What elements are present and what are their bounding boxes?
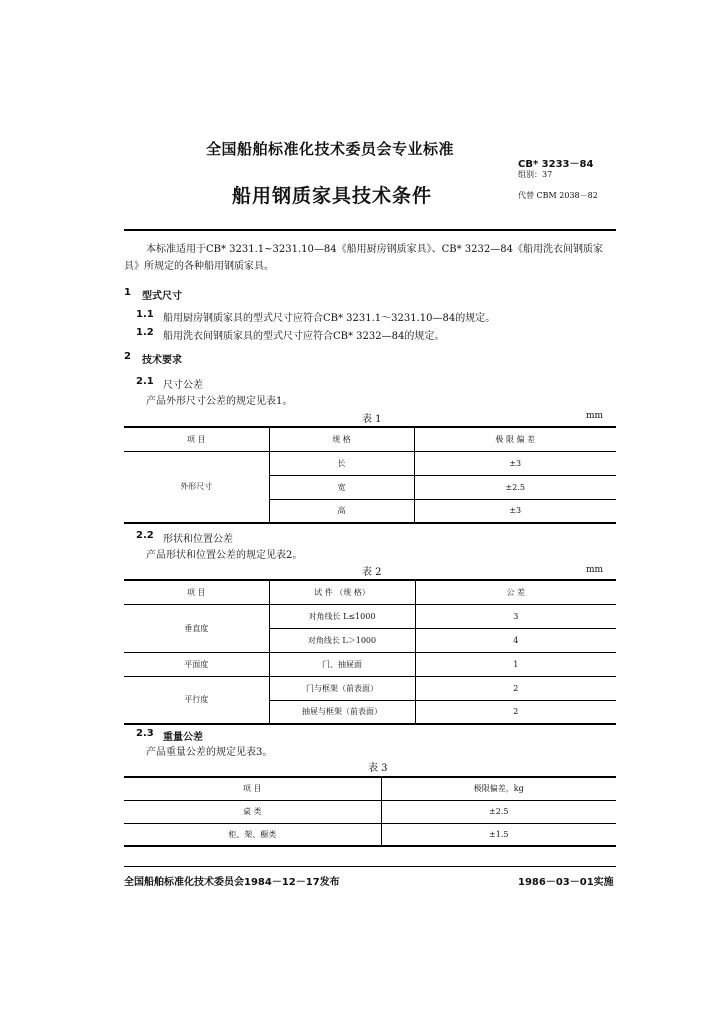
table2-header-row [124,580,616,604]
table1-value-cell: ±2.5 [505,482,525,492]
table2-header-specimen: 试 件 （规 格） [269,580,415,604]
table2-spec-cell: 门与框架（前表面） [269,676,415,700]
sec2-title: 技术要求 [142,355,182,366]
table3-item-cell: 柜、架、橱类 [124,823,381,846]
table-row [124,800,616,823]
table1 [124,426,616,524]
sec2-1-title: 尺寸公差 [163,380,203,391]
sec2-3-title: 重量公差 [163,732,203,743]
table1-spec-cell: 宽 [269,475,414,499]
table2-value-cell: 2 [513,683,519,693]
table2-header-tolerance: 公 差 [506,587,526,597]
table1-spec-cell: 长 [269,451,414,475]
table3-header-row [124,777,616,800]
table1-header-deviation: 极 限 偏 差 [495,434,536,444]
table3-value-cell: ±1.5 [489,829,509,839]
sec2-number: 2 [124,351,131,362]
table1-item-cell: 外形尺寸 [124,451,269,523]
table2-spec-cell: 对角线长 L≤1000 [269,604,415,628]
table-row [124,652,616,676]
footer-rule [124,866,616,867]
header-rule [124,229,616,231]
table-row [124,823,616,846]
table1-header-item: 项 目 [124,427,269,451]
table2-value-cell: 4 [513,635,519,645]
table1-header-spec: 规 格 [269,427,414,451]
table2-spec-cell: 门、抽屉面 [269,652,415,676]
effective-date: 1986－03－01实施 [518,877,614,888]
table2-value-cell: 2 [513,707,519,717]
table3-value-cell: ±2.5 [489,807,509,816]
table2-value-cell: 3 [513,611,519,621]
standard-number: CB* 3233－84 [518,159,594,170]
table2-parallelism-cell: 平行度 [124,676,269,724]
sec1-item1-number: 1.1 [136,309,154,320]
table1-caption: 表 1 [362,414,382,425]
table-row [124,451,616,475]
table1-unit: mm [586,411,604,421]
issue-date: 全国船舶标准化技术委员会1984－12－17发布 [124,877,340,888]
table2-spec-cell: 抽屉与框架（前表面） [269,700,415,724]
table3-header-item: 项 目 [124,777,381,800]
table3-item-cell: 桌 类 [124,800,381,823]
sec2-1-text: 产品外形尺寸公差的规定见表1。 [146,396,293,407]
sec2-3-number: 2.3 [136,728,154,739]
table1-value-cell: ±3 [509,458,522,468]
table2-perpendicularity-cell: 垂直度 [124,604,269,652]
table2 [124,579,616,725]
table2-caption: 表 2 [362,567,382,578]
table3 [124,776,616,847]
table2-flatness-cell: 平面度 [124,652,269,676]
intro-paragraph: 本标准适用于CB* 3231.1~3231.10—84《船用厨房钢质家具》、CB* 3232—84《船用洗衣间钢质家具》所规定的各种船用钢质家具。 [124,244,603,272]
table2-header-item: 项 目 [124,580,269,604]
sec2-2-title: 形状和位置公差 [163,534,233,545]
sec2-2-number: 2.2 [136,530,154,541]
sec2-3-text: 产品重量公差的规定见表3。 [146,747,273,758]
table-row [124,676,616,700]
table2-value-cell: 1 [513,659,519,669]
table1-value-cell: ±3 [509,506,522,516]
sec1-number: 1 [124,287,131,298]
table2-spec-cell: 对角线长 L＞1000 [269,628,415,652]
sec1-title: 型式尺寸 [142,291,182,302]
sec2-1-number: 2.1 [136,376,154,387]
table3-caption: 表 3 [368,763,388,774]
sec2-2-text: 产品形状和位置公差的规定见表2。 [146,550,303,561]
sec1-item2-number: 1.2 [136,327,154,338]
table2-unit: mm [586,565,604,575]
group-number: 组别：37 [518,170,553,179]
table1-spec-cell: 高 [269,499,414,523]
table3-header-deviation: 极限偏差，kg [473,784,524,794]
sec1-item1-text: 船用厨房钢质家具的型式尺寸应符合CB* 3231.1～3231.10—84的规定。 [163,313,496,324]
document-title: 船用钢质家具技术条件 [232,185,433,207]
table-row [124,604,616,628]
table1-header-row [124,427,616,451]
replaces-standard: 代替 CBM 2038－82 [518,191,598,200]
issuing-organization: 全国船舶标准化技术委员会专业标准 [206,140,455,158]
sec1-item2-text: 船用洗衣间钢质家具的型式尺寸应符合CB* 3232—84的规定。 [163,331,445,342]
